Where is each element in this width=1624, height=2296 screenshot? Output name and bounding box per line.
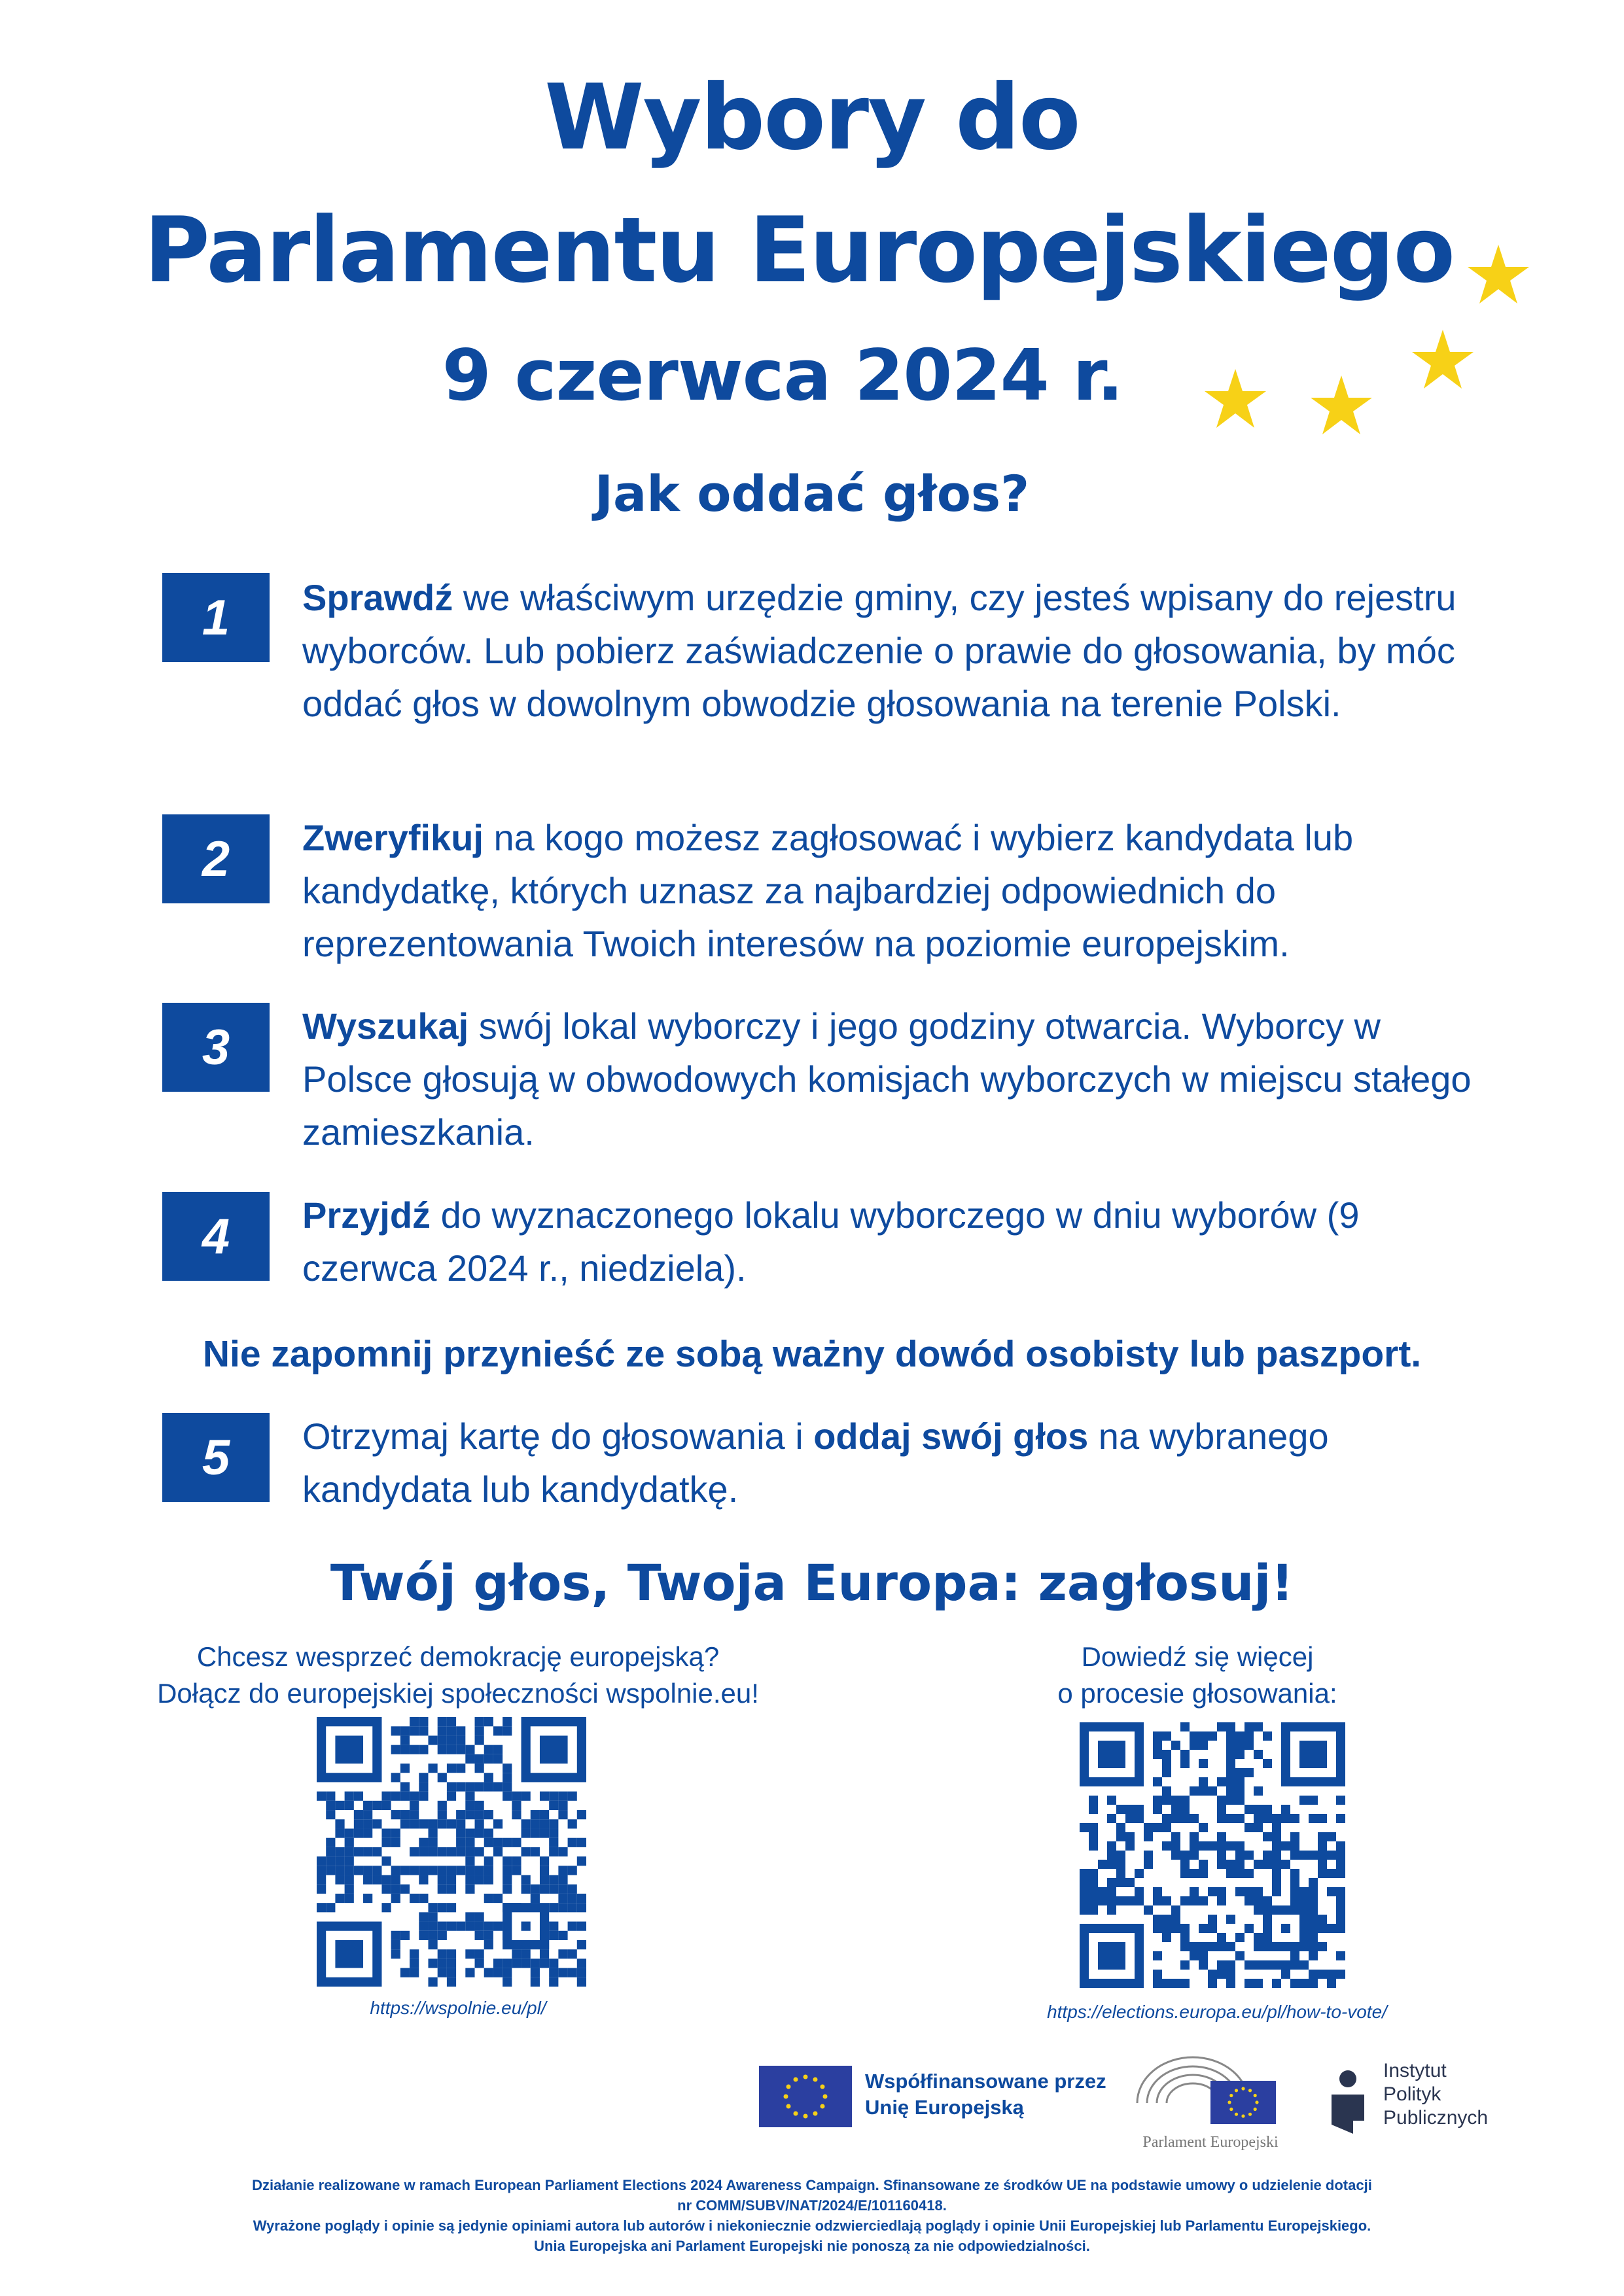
step-body: do wyznaczonego lokalu wyborczego w dniu wyborów (9 czerwca 2024 r., niedziela). [302,1194,1360,1289]
qr-code-left[interactable] [317,1717,586,1987]
star-icon [1410,327,1475,392]
step-body: na wybranego kandydata lub kandydatkę. [302,1416,1329,1510]
step-number-3: 3 [162,1003,270,1092]
step-keyword: Sprawdź [302,577,453,618]
parliament-logo-icon [1131,2044,1288,2128]
step-number-5: 5 [162,1413,270,1502]
step-text-1 [302,571,1480,730]
election-date: 9 czerwca 2024 r. [442,335,1123,417]
ipp-label-line: Instytut [1383,2060,1447,2081]
step-number-1: 1 [162,573,270,662]
title-line-2: Parlamentu Europejskiego [143,198,1455,303]
ipp-label [1383,2059,1488,2130]
ipp-label-line: Publicznych [1383,2107,1489,2129]
star-icon [1309,373,1374,438]
qr-left-caption [131,1639,785,1712]
step-text-3 [302,1000,1480,1158]
ipp-label-line: Polityk [1383,2083,1441,2105]
step-keyword: Zweryfikuj [302,817,484,858]
qr-right-caption-line: o procesie głosowania: [1057,1678,1337,1709]
footer-line: nr COMM/SUBV/NAT/2024/E/101160418. [677,2197,947,2214]
step-number-4: 4 [162,1192,270,1281]
qr-right-caption-line: Dowiedź się więcej [1081,1641,1314,1672]
parliament-label: Parlament Europejski [1142,2134,1279,2151]
qr-right-url[interactable]: https://elections.europa.eu/pl/how-to-vote/ [1047,2002,1387,2022]
eu-flag-icon [759,2066,852,2127]
qr-right-caption [968,1639,1426,1712]
eu-label-line: Współfinansowane przez [865,2070,1106,2093]
eu-cofinanced-label [865,2068,1106,2121]
footer-line: Działanie realizowane w ramach European Parliament Elections 2024 Awareness Campaign. Sfinansowane ze środków UE na podstawie umowy o udzielenie dotacji [252,2177,1372,2193]
step-body: Otrzymaj kartę do głosowania i [302,1416,814,1457]
eu-label-line: Unię Europejską [865,2096,1024,2119]
step-keyword: oddaj swój głos [813,1416,1089,1457]
id-reminder: Nie zapomnij przynieść ze sobą ważny dowód osobisty lub paszport. [202,1333,1422,1375]
star-icon [1466,242,1531,307]
title-line-1: Wybory do [544,65,1080,170]
step-body: we właściwym urzędzie gminy, czy jesteś wpisany do rejestru wyborców. Lub pobierz zaświadczenie o prawie do głosowania, by móc oddać głos w dowolnym obwodzie głosowania na terenie Polski. [302,577,1456,724]
step-text-5 [302,1410,1480,1516]
step-body: na kogo możesz zagłosować i wybierz kandydata lub kandydatkę, których uznasz za najbardziej odpowiednich do reprezentowania Twoich interesów na poziomie europejskim. [302,817,1354,964]
footer-line: Unia Europejska ani Parlament Europejski nie ponoszą za nie odpowiedzialności. [534,2238,1090,2254]
qr-code-right[interactable] [1080,1722,1345,1988]
step-keyword: Wyszukaj [302,1005,469,1047]
qr-left-caption-line: Chcesz wesprzeć demokrację europejską? [196,1641,720,1672]
step-keyword: Przyjdź [302,1194,431,1236]
ipp-logo-icon [1328,2067,1368,2136]
step-text-4 [302,1189,1480,1295]
step-body: swój lokal wyborczy i jego godziny otwarcia. Wyborcy w Polsce głosują w obwodowych komisjach wyborczych w miejscu stałego zamieszkania. [302,1005,1472,1153]
star-icon [1203,366,1268,432]
slogan: Twój głos, Twoja Europa: zagłosuj! [330,1554,1294,1612]
qr-left-url[interactable]: https://wspolnie.eu/pl/ [370,1998,546,2018]
step-number-2: 2 [162,814,270,903]
section-title: Jak oddać głos? [594,464,1030,523]
footer-line: Wyrażone poglądy i opinie są jedynie opiniami autora lub autorów i niekoniecznie odzwierciedlają poglądy i opinie Unii Europejskiej lub Parlamentu Europejskiego. [253,2218,1371,2234]
qr-left-caption-line: Dołącz do europejskiej społeczności wspolnie.eu! [157,1678,759,1709]
step-text-2 [302,811,1480,970]
footer-disclaimer [0,2175,1624,2256]
